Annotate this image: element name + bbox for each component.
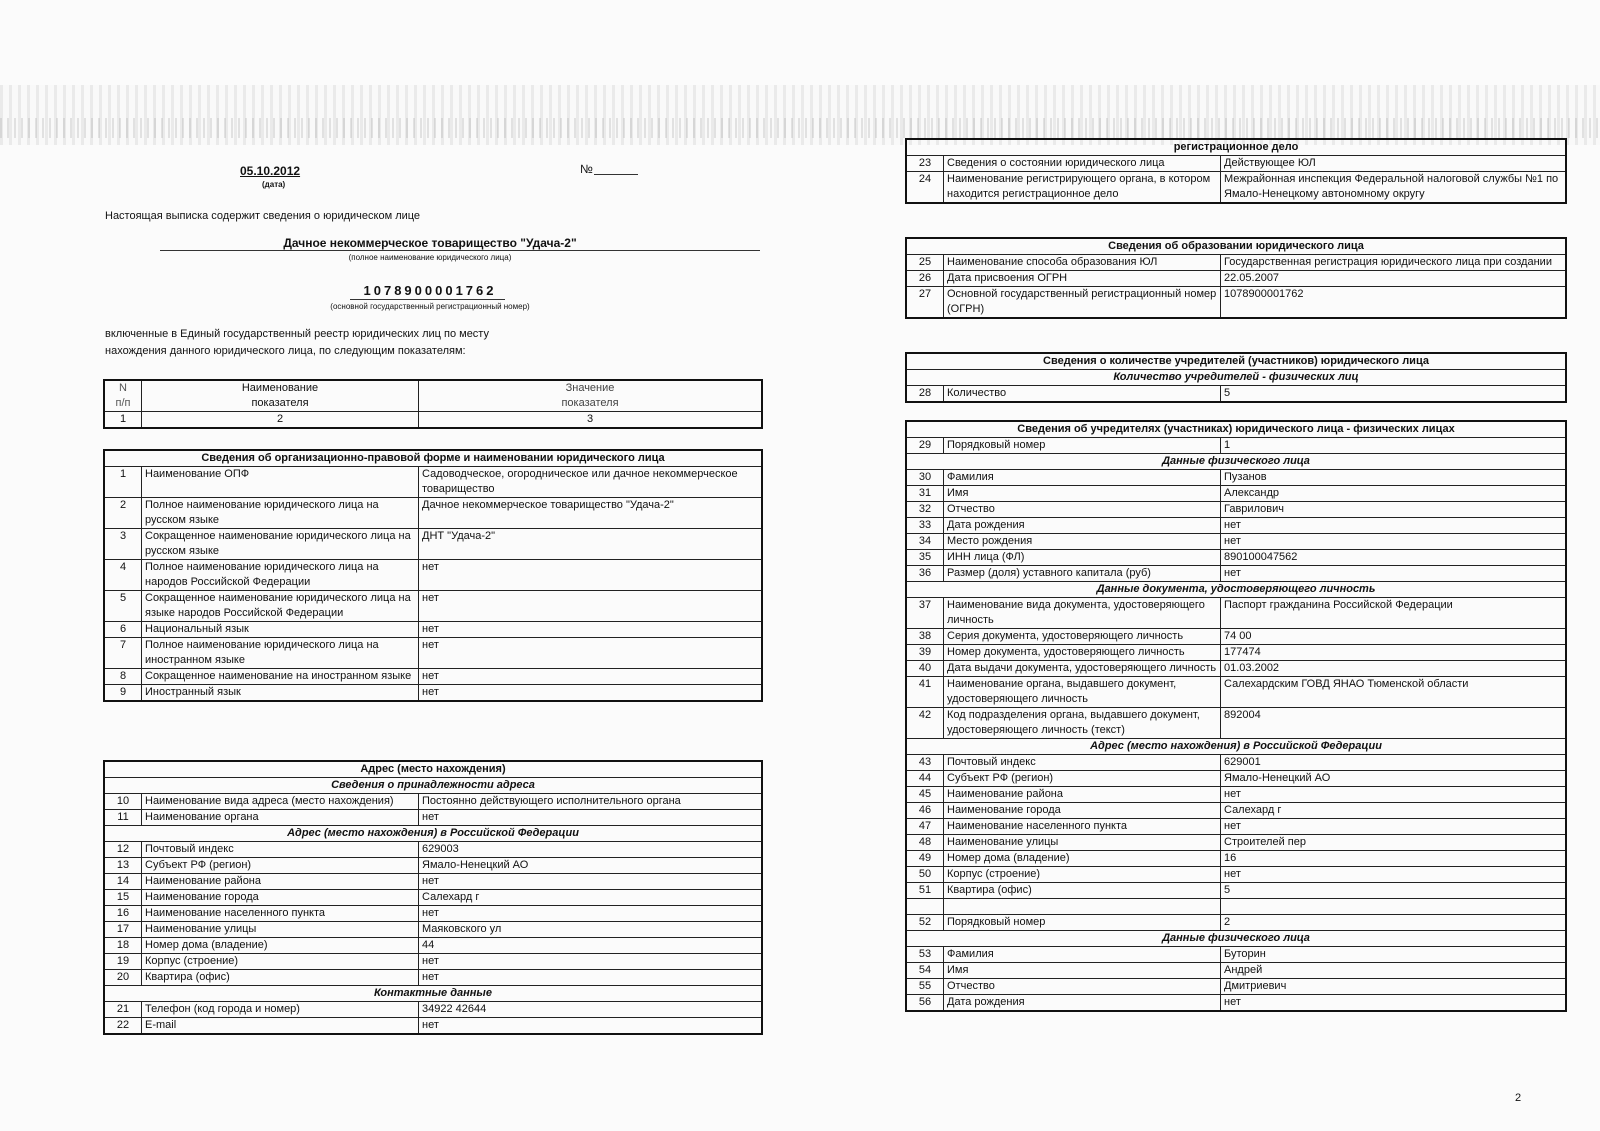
ogrn-caption: (основной государственный регистрационный номер): [330, 302, 530, 311]
row-label: Наименование района: [142, 874, 419, 890]
row-label: Корпус (строение): [142, 954, 419, 970]
table-row: [906, 803, 1566, 819]
row-value: 1078900001762: [1221, 287, 1567, 319]
row-number: 42: [906, 708, 944, 739]
included-text: [105, 326, 489, 360]
row-value: 5: [1221, 883, 1567, 899]
row-number: 54: [906, 963, 944, 979]
row-value: 890100047562: [1221, 550, 1567, 566]
table-row: [104, 669, 762, 685]
row-label: Субъект РФ (регион): [142, 858, 419, 874]
row-number: 31: [906, 486, 944, 502]
row-number: 49: [906, 851, 944, 867]
row-label: Наименование города: [944, 803, 1221, 819]
row-label: Дата рождения: [944, 995, 1221, 1012]
row-number: 5: [104, 591, 142, 622]
row-value: 177474: [1221, 645, 1567, 661]
row-number: 3: [104, 529, 142, 560]
col-val-1: Значение: [565, 382, 615, 394]
row-value: Салехард г: [1221, 803, 1567, 819]
table-row: [906, 995, 1566, 1012]
row-label: Отчество: [944, 979, 1221, 995]
row-label: Сокращенное наименование юридического лица на русском языке: [142, 529, 419, 560]
row-value: нет: [1221, 518, 1567, 534]
row-value: ДНТ "Удача-2": [419, 529, 763, 560]
row-number: 15: [104, 890, 142, 906]
table-row: [906, 287, 1566, 319]
table-row: [104, 1002, 762, 1018]
row-number: 25: [906, 255, 944, 271]
row-label: Порядковый номер: [944, 915, 1221, 931]
row-number: 46: [906, 803, 944, 819]
row-number: 27: [906, 287, 944, 319]
person-subtitle-2: Данные физического лица: [906, 931, 1566, 947]
table-row: [906, 755, 1566, 771]
row-number: 13: [104, 858, 142, 874]
table-row: [104, 622, 762, 638]
row-label: Корпус (строение): [944, 867, 1221, 883]
col-n: [104, 380, 142, 412]
row-number: 10: [104, 794, 142, 810]
table-row: [104, 794, 762, 810]
row-value: Маяковского ул: [419, 922, 763, 938]
founder-address-subtitle: Адрес (место нахождения) в Российской Федерации: [906, 739, 1566, 755]
row-number: 8: [104, 669, 142, 685]
table-row: [906, 867, 1566, 883]
row-value: Салехард г: [419, 890, 763, 906]
row-number: 45: [906, 787, 944, 803]
row-value: Андрей: [1221, 963, 1567, 979]
row-number: 6: [104, 622, 142, 638]
table-row: [906, 156, 1566, 172]
row-label: Дата выдачи документа, удостоверяющего личность: [944, 661, 1221, 677]
table-row: [906, 534, 1566, 550]
row-label: Наименование улицы: [142, 922, 419, 938]
table-row: [104, 810, 762, 826]
row-value: нет: [419, 810, 763, 826]
row-label: Место рождения: [944, 534, 1221, 550]
table-row: [906, 566, 1566, 582]
person-subtitle: Данные физического лица: [906, 454, 1566, 470]
table-row: [906, 598, 1566, 629]
page-number: 2: [1515, 1092, 1522, 1104]
address-ownership-subtitle: Сведения о принадлежности адреса: [104, 778, 762, 794]
column-header-table: [103, 379, 763, 429]
row-label: Номер документа, удостоверяющего личность: [944, 645, 1221, 661]
row-value: 629001: [1221, 755, 1567, 771]
row-label: Серия документа, удостоверяющего личность: [944, 629, 1221, 645]
table-row: [906, 915, 1566, 931]
row-label: Наименование улицы: [944, 835, 1221, 851]
row-number: 22: [104, 1018, 142, 1035]
col-value: [419, 380, 763, 412]
address-table: [103, 760, 763, 1035]
row-number: 24: [906, 172, 944, 204]
document-subtitle: Данные документа, удостоверяющего личность: [906, 582, 1566, 598]
row-label: Наименование населенного пункта: [142, 906, 419, 922]
row-number: 36: [906, 566, 944, 582]
row-value: нет: [419, 1018, 763, 1035]
row-label: Номер дома (владение): [142, 938, 419, 954]
row-number: 53: [906, 947, 944, 963]
row-value: 74 00: [1221, 629, 1567, 645]
col-n-1: N: [119, 382, 127, 394]
row-label: Наименование города: [142, 890, 419, 906]
table-row: [906, 386, 1566, 403]
row-number: 39: [906, 645, 944, 661]
row-number: 19: [104, 954, 142, 970]
col-n-2: п/п: [115, 397, 131, 409]
row-value: 01.03.2002: [1221, 661, 1567, 677]
row-number: 1: [104, 467, 142, 498]
date-caption: (дата): [262, 180, 286, 189]
col-name-1: Наименование: [241, 382, 319, 394]
table-row: [104, 922, 762, 938]
row-value: нет: [1221, 787, 1567, 803]
row-label: Почтовый индекс: [142, 842, 419, 858]
row-label: Телефон (код города и номер): [142, 1002, 419, 1018]
table-row: [906, 271, 1566, 287]
table-row: [104, 890, 762, 906]
row-number: 43: [906, 755, 944, 771]
table-row: [906, 819, 1566, 835]
table-row: [906, 787, 1566, 803]
row-number: 32: [906, 502, 944, 518]
row-label: Код подразделения органа, выдавшего документ, удостоверяющего личность (текст): [944, 708, 1221, 739]
table-row: [104, 560, 762, 591]
row-value: нет: [1221, 867, 1567, 883]
row-number: 34: [906, 534, 944, 550]
row-label: Номер дома (владение): [944, 851, 1221, 867]
row-value: нет: [419, 970, 763, 986]
row-label: Дата рождения: [944, 518, 1221, 534]
address-title: Адрес (место нахождения): [104, 761, 762, 778]
formation-table: [905, 237, 1567, 319]
row-value: Ямало-Ненецкий АО: [1221, 771, 1567, 787]
table-row: [104, 970, 762, 986]
ogrn-underline: [350, 299, 505, 300]
row-number: 7: [104, 638, 142, 669]
row-value: Салехардским ГОВД ЯНАО Тюменской области: [1221, 677, 1567, 708]
row-number: 48: [906, 835, 944, 851]
row-number: 40: [906, 661, 944, 677]
row-value: нет: [419, 954, 763, 970]
row-value: Паспорт гражданина Российской Федерации: [1221, 598, 1567, 629]
row-value: Постоянно действующего исполнительного органа: [419, 794, 763, 810]
col-num-3: 3: [419, 412, 763, 429]
formation-title: Сведения об образовании юридического лица: [906, 238, 1566, 255]
table-row: [104, 638, 762, 669]
col-val-2: показателя: [561, 397, 619, 409]
table-row: [906, 677, 1566, 708]
row-value: Пузанов: [1221, 470, 1567, 486]
org-name-caption: (полное наименование юридического лица): [348, 253, 512, 262]
row-value: 629003: [419, 842, 763, 858]
table-row: [104, 1018, 762, 1035]
row-label: Наименование вида документа, удостоверяющего личность: [944, 598, 1221, 629]
row-label: E-mail: [142, 1018, 419, 1035]
table-row: [104, 685, 762, 702]
row-value: 44: [419, 938, 763, 954]
row-label: Полное наименование юридического лица на русском языке: [142, 498, 419, 529]
row-number: 9: [104, 685, 142, 702]
row-value: Строителей пер: [1221, 835, 1567, 851]
row-number: 28: [906, 386, 944, 403]
row-number: 16: [104, 906, 142, 922]
row-label: Наименование органа: [142, 810, 419, 826]
extract-date: 05.10.2012: [240, 164, 301, 178]
table-row: [906, 172, 1566, 204]
row-number: 20: [104, 970, 142, 986]
row-label: Квартира (офис): [142, 970, 419, 986]
number-line: [594, 174, 638, 175]
row-number: 14: [104, 874, 142, 890]
row-value: нет: [1221, 819, 1567, 835]
table-row: [104, 591, 762, 622]
row-number: 33: [906, 518, 944, 534]
row-number: 47: [906, 819, 944, 835]
row-label: Дата присвоения ОГРН: [944, 271, 1221, 287]
row-number: 44: [906, 771, 944, 787]
table-row: [906, 518, 1566, 534]
col-name-2: показателя: [251, 397, 309, 409]
table-row: [906, 979, 1566, 995]
row-number: 18: [104, 938, 142, 954]
row-number: 2: [104, 498, 142, 529]
row-number: 50: [906, 867, 944, 883]
row-number: 35: [906, 550, 944, 566]
row-number: 41: [906, 677, 944, 708]
row-label: Имя: [944, 486, 1221, 502]
row-number: 38: [906, 629, 944, 645]
row-label: ИНН лица (ФЛ): [944, 550, 1221, 566]
row-value: нет: [1221, 995, 1567, 1012]
intro-text: Настоящая выписка содержит сведения о юридическом лице: [105, 210, 421, 222]
row-label: Наименование органа, выдавшего документ, удостоверяющего личность: [944, 677, 1221, 708]
table-row: [906, 550, 1566, 566]
col-num-1: 1: [104, 412, 142, 429]
row-number: 26: [906, 271, 944, 287]
table-row: [104, 954, 762, 970]
table-row: [906, 963, 1566, 979]
row-number: 55: [906, 979, 944, 995]
row-value: 2: [1221, 915, 1567, 931]
row-number: 51: [906, 883, 944, 899]
row-value: нет: [419, 669, 763, 685]
row-value: 1: [1221, 438, 1567, 454]
row-value: Дмитриевич: [1221, 979, 1567, 995]
founders-table: [905, 420, 1567, 1012]
registration-title-cont: регистрационное дело: [906, 139, 1566, 156]
scan-noise-band-dark: [0, 118, 1600, 138]
table-row: [104, 498, 762, 529]
col-num-2: 2: [142, 412, 419, 429]
row-value: Ямало-Ненецкий АО: [419, 858, 763, 874]
row-label: Фамилия: [944, 470, 1221, 486]
table-row: [906, 947, 1566, 963]
address-rf-subtitle: Адрес (место нахождения) в Российской Федерации: [104, 826, 762, 842]
table-row: [906, 771, 1566, 787]
founders-count-title: Сведения о количестве учредителей (участников) юридического лица: [906, 353, 1566, 370]
row-value: 22.05.2007: [1221, 271, 1567, 287]
table-row: [104, 858, 762, 874]
row-label: Фамилия: [944, 947, 1221, 963]
ogrn-number: 1078900001762: [363, 283, 497, 298]
row-label: Субъект РФ (регион): [944, 771, 1221, 787]
table-row: [906, 645, 1566, 661]
table-row: [104, 842, 762, 858]
row-value: нет: [419, 685, 763, 702]
row-value: Межрайонная инспекция Федеральной налоговой службы №1 по Ямало-Ненецкому автономному округу: [1221, 172, 1567, 204]
row-label: Отчество: [944, 502, 1221, 518]
row-value: Садоводческое, огородническое или дачное некоммерческое товарищество: [419, 467, 763, 498]
included-line-1: включенные в Единый государственный реестр юридических лиц по месту: [105, 328, 489, 340]
row-label: Размер (доля) уставного капитала (руб): [944, 566, 1221, 582]
row-label: Наименование ОПФ: [142, 467, 419, 498]
table-row: [906, 438, 1566, 454]
table-row: [906, 486, 1566, 502]
row-label: Наименование способа образования ЮЛ: [944, 255, 1221, 271]
row-number: 23: [906, 156, 944, 172]
opf-title: Сведения об организационно-правовой форме и наименовании юридического лица: [104, 450, 762, 467]
table-row: [906, 883, 1566, 899]
row-label: Иностранный язык: [142, 685, 419, 702]
row-label: Квартира (офис): [944, 883, 1221, 899]
table-row: [104, 938, 762, 954]
row-label: Наименование вида адреса (место нахождения): [142, 794, 419, 810]
contact-subtitle: Контактные данные: [104, 986, 762, 1002]
opf-table: [103, 449, 763, 702]
table-row: [104, 529, 762, 560]
table-row: [906, 661, 1566, 677]
row-value: Буторин: [1221, 947, 1567, 963]
founders-count-subtitle: Количество учредителей - физических лиц: [906, 370, 1566, 386]
founders-title: Сведения об учредителях (участниках) юридического лица - физических лицах: [906, 421, 1566, 438]
row-number: 12: [104, 842, 142, 858]
row-number: 17: [104, 922, 142, 938]
row-label: Имя: [944, 963, 1221, 979]
row-value: 892004: [1221, 708, 1567, 739]
row-number: 52: [906, 915, 944, 931]
row-value: нет: [419, 638, 763, 669]
spacer-row: [906, 899, 1566, 915]
table-row: [906, 835, 1566, 851]
row-value: нет: [419, 560, 763, 591]
row-label: Основной государственный регистрационный номер (ОГРН): [944, 287, 1221, 319]
founders-count-table: [905, 352, 1567, 403]
row-label: Национальный язык: [142, 622, 419, 638]
org-full-name: Дачное некоммерческое товарищество "Удача-2": [283, 236, 577, 250]
table-row: [906, 851, 1566, 867]
row-number: 21: [104, 1002, 142, 1018]
row-label: Сокращенное наименование на иностранном языке: [142, 669, 419, 685]
row-number: 4: [104, 560, 142, 591]
table-row: [906, 629, 1566, 645]
row-label: Порядковый номер: [944, 438, 1221, 454]
table-row: [104, 467, 762, 498]
included-line-2: нахождения данного юридического лица, по следующим показателям:: [105, 345, 466, 357]
row-number: 30: [906, 470, 944, 486]
row-label: Полное наименование юридического лица на иностранном языке: [142, 638, 419, 669]
row-number: 56: [906, 995, 944, 1012]
row-number: 29: [906, 438, 944, 454]
table-row: [906, 255, 1566, 271]
table-row: [104, 874, 762, 890]
row-label: Полное наименование юридического лица на народов Российской Федерации: [142, 560, 419, 591]
table-row: [906, 470, 1566, 486]
row-label: Сокращенное наименование юридического лица на языке народов Российской Федерации: [142, 591, 419, 622]
row-number: 37: [906, 598, 944, 629]
table-row: [906, 708, 1566, 739]
col-name: [142, 380, 419, 412]
row-value: 16: [1221, 851, 1567, 867]
row-value: нет: [419, 906, 763, 922]
row-label: Сведения о состоянии юридического лица: [944, 156, 1221, 172]
org-name-underline: [160, 250, 760, 251]
registration-table: [905, 138, 1567, 204]
row-value: 34922 42644: [419, 1002, 763, 1018]
row-label: Наименование населенного пункта: [944, 819, 1221, 835]
table-row: [104, 906, 762, 922]
row-value: Александр: [1221, 486, 1567, 502]
row-value: нет: [1221, 534, 1567, 550]
row-value: Государственная регистрация юридического лица при создании: [1221, 255, 1567, 271]
row-label: Количество: [944, 386, 1221, 403]
row-value: Гаврилович: [1221, 502, 1567, 518]
row-value: нет: [1221, 566, 1567, 582]
row-value: Действующее ЮЛ: [1221, 156, 1567, 172]
number-label: №: [580, 162, 593, 176]
row-label: Почтовый индекс: [944, 755, 1221, 771]
row-value: нет: [419, 622, 763, 638]
row-value: 5: [1221, 386, 1567, 403]
row-value: нет: [419, 874, 763, 890]
row-number: 11: [104, 810, 142, 826]
row-label: Наименование района: [944, 787, 1221, 803]
table-row: [906, 502, 1566, 518]
row-value: нет: [419, 591, 763, 622]
row-label: Наименование регистрирующего органа, в котором находится регистрационное дело: [944, 172, 1221, 204]
row-value: Дачное некоммерческое товарищество "Удача-2": [419, 498, 763, 529]
